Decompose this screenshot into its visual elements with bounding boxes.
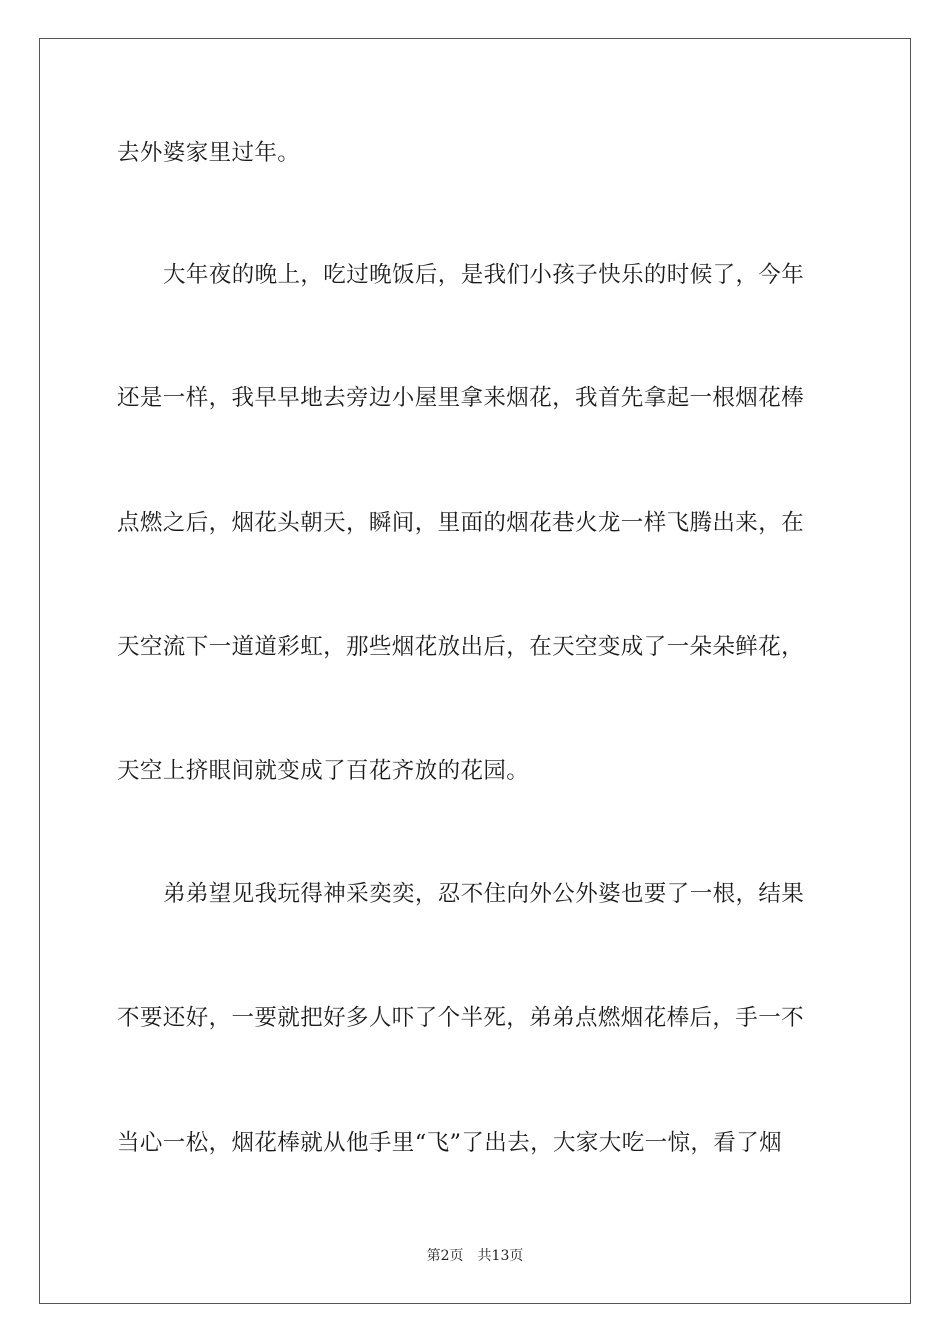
text-line: 不要还好，一要就把好多人吓了个半死，弟弟点燃烟花棒后，手一不 <box>117 1005 805 1031</box>
text-line: 去外婆家里过年。 <box>117 140 301 166</box>
page-number: 第2页 <box>426 1248 464 1264</box>
text-line: 天空上挤眼间就变成了百花齐放的花园。 <box>117 758 530 784</box>
paragraph-first-line: 大年夜的晚上，吃过晚饭后，是我们小孩子快乐的时候了，今年 <box>163 262 805 288</box>
text-line: 天空流下一道道彩虹，那些烟花放出后，在天空变成了一朵朵鲜花， <box>117 634 805 660</box>
text-line: 还是一样，我早早地去旁边小屋里拿来烟花，我首先拿起一根烟花棒 <box>117 385 805 411</box>
page-footer <box>0 1247 950 1265</box>
text-line: 点燃之后，烟花头朝天，瞬间，里面的烟花巷火龙一样飞腾出来，在 <box>117 510 805 536</box>
page-total: 共13页 <box>477 1248 524 1264</box>
page-border <box>39 38 911 1304</box>
text-line: 当心一松，烟花棒就从他手里“飞”了出去，大家大吃一惊，看了烟 <box>117 1130 783 1156</box>
paragraph-first-line: 弟弟望见我玩得神采奕奕，忍不住向外公外婆也要了一根，结果 <box>163 881 805 907</box>
